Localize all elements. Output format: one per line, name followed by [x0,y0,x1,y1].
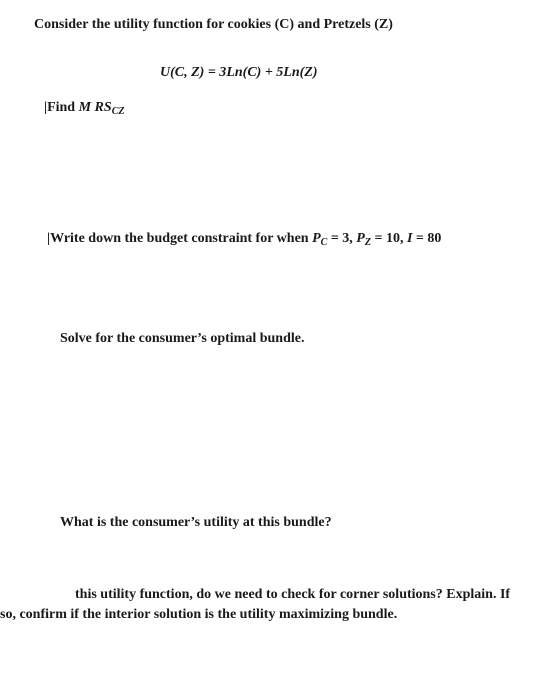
question-3-text [47,230,441,252]
price-c-value: = 3, [327,231,357,246]
equation-ln-2: Ln [283,65,300,80]
equation-lhs: U(C, Z) = 3 [160,65,227,80]
price-z-symbol: P [356,231,365,246]
price-z-value: = 10, [370,231,407,246]
equation-ln-1: Ln [226,65,243,80]
question-4-text: Solve for the consumer’s optimal bundle. [60,331,305,346]
question-1-text: Consider the utility function for cookies (C) and Pretzels (Z) [34,17,393,32]
question-5-text: What is the consumer’s utility at this bundle? [60,515,332,530]
mrs-subscript: CZ [111,106,125,117]
equation-rhs: (Z) [299,65,318,80]
question-2-text [44,99,124,121]
question-6-line-1: this utility function, do we need to check for corner solutions? Explain. If [75,587,511,602]
price-c-symbol: P [312,231,321,246]
income-value: = 80 [412,231,442,246]
price-c-subscript: C [320,237,328,248]
income-symbol: I [406,231,413,246]
question-3-prefix: |Write down the budget constraint for when [47,231,313,246]
equation-mid: (C) + 5 [242,65,284,80]
mrs-symbol: M RS [78,100,112,115]
price-z-subscript: Z [364,237,371,248]
question-6-line-2: so, confirm if the interior solution is the utility maximizing bundle. [0,607,398,622]
utility-equation [160,64,318,82]
question-2-prefix: |Find [44,100,79,115]
